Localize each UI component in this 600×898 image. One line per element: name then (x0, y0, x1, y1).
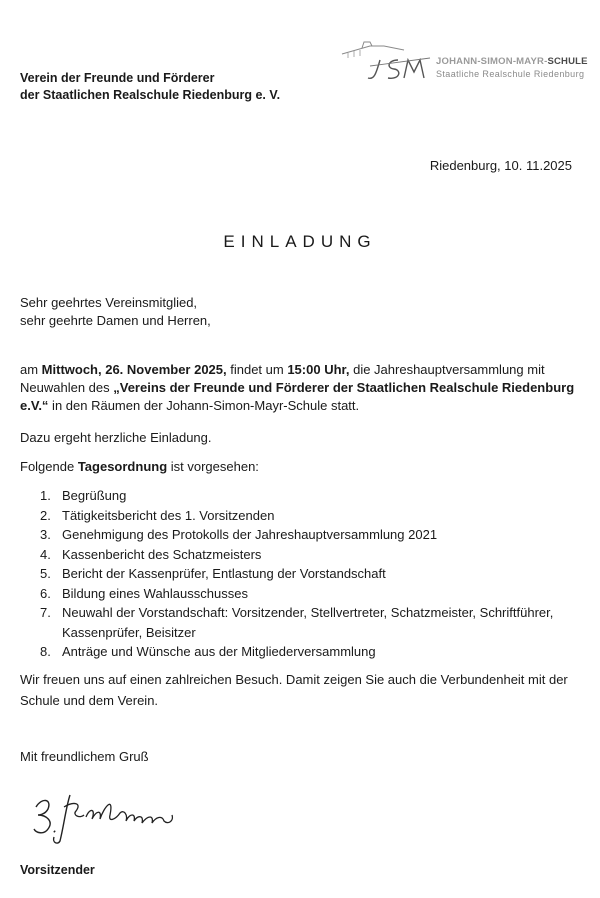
sender-block (20, 70, 280, 104)
invitation-sentence: Dazu ergeht herzliche Einladung. (20, 430, 212, 445)
school-logo (340, 38, 588, 88)
school-building-logo-icon (340, 38, 436, 88)
meeting-date: Mittwoch, 26. November 2025, (41, 362, 227, 377)
agenda-item: 6. Bildung eines Wahlausschusses (40, 585, 248, 601)
agenda-item: 4. Kassenbericht des Schatzmeisters (40, 546, 262, 562)
handwritten-signature (30, 785, 200, 845)
agenda-item: 3. Genehmigung des Protokolls der Jahreshauptversammlung 2021 (40, 527, 438, 542)
greeting (20, 294, 575, 330)
agenda-list (20, 486, 575, 662)
agenda-intro: Folgende Tagesordnung ist vorgesehen: (20, 459, 259, 474)
school-subtitle: Staatliche Realschule Riedenburg (436, 69, 585, 79)
meeting-announcement: am Mittwoch, 26. November 2025, findet um 15:00 Uhr, die Jahreshauptversammlung mit Neuwahlen des „Vereins der Freunde und Förderer der Staatlichen Realschule Riedenburg e.V.“ in den Räumen der Johann-Simon-Mayr-Schule statt. (20, 362, 575, 413)
greeting-line-1: Sehr geehrtes Vereinsmitglied, (20, 295, 198, 310)
closing-paragraph: Wir freuen uns auf einen zahlreichen Besuch. Damit zeigen Sie auch die Verbundenheit mit der Schule und dem Verein. (20, 672, 568, 708)
signature-role: Vorsitzender (20, 863, 95, 877)
agenda-item: 7. Neuwahl der Vorstandschaft: Vorsitzender, Stellvertreter, Schatzmeister, Schriftführer, Kassenprüfer, Beisitzer (40, 605, 554, 640)
agenda-item: 5. Bericht der Kassenprüfer, Entlastung der Vorstandschaft (40, 566, 386, 581)
school-name: JOHANN-SIMON-MAYR-SCHULE (436, 56, 588, 67)
sender-line-1: Verein der Freunde und Förderer (20, 71, 215, 85)
closing-salutation: Mit freundlichem Gruß (20, 749, 149, 764)
letter-date: Riedenburg, 10. 11.2025 (429, 158, 572, 173)
agenda-item: 8. Anträge und Wünsche aus der Mitgliederversammlung (40, 644, 376, 659)
sender-line-2: der Staatlichen Realschule Riedenburg e. V. (20, 88, 281, 102)
agenda-item: 2. Tätigkeitsbericht des 1. Vorsitzenden (40, 507, 275, 523)
agenda-item: 1. Begrüßung (40, 488, 127, 503)
association-name: „Vereins der Freunde und Förderer der Staatlichen Realschule Riedenburg e.V.“ (20, 380, 575, 413)
greeting-line-2: sehr geehrte Damen und Herren, (20, 313, 211, 328)
meeting-time: 15:00 Uhr, (287, 362, 350, 377)
page-title: EINLADUNG (223, 232, 377, 251)
